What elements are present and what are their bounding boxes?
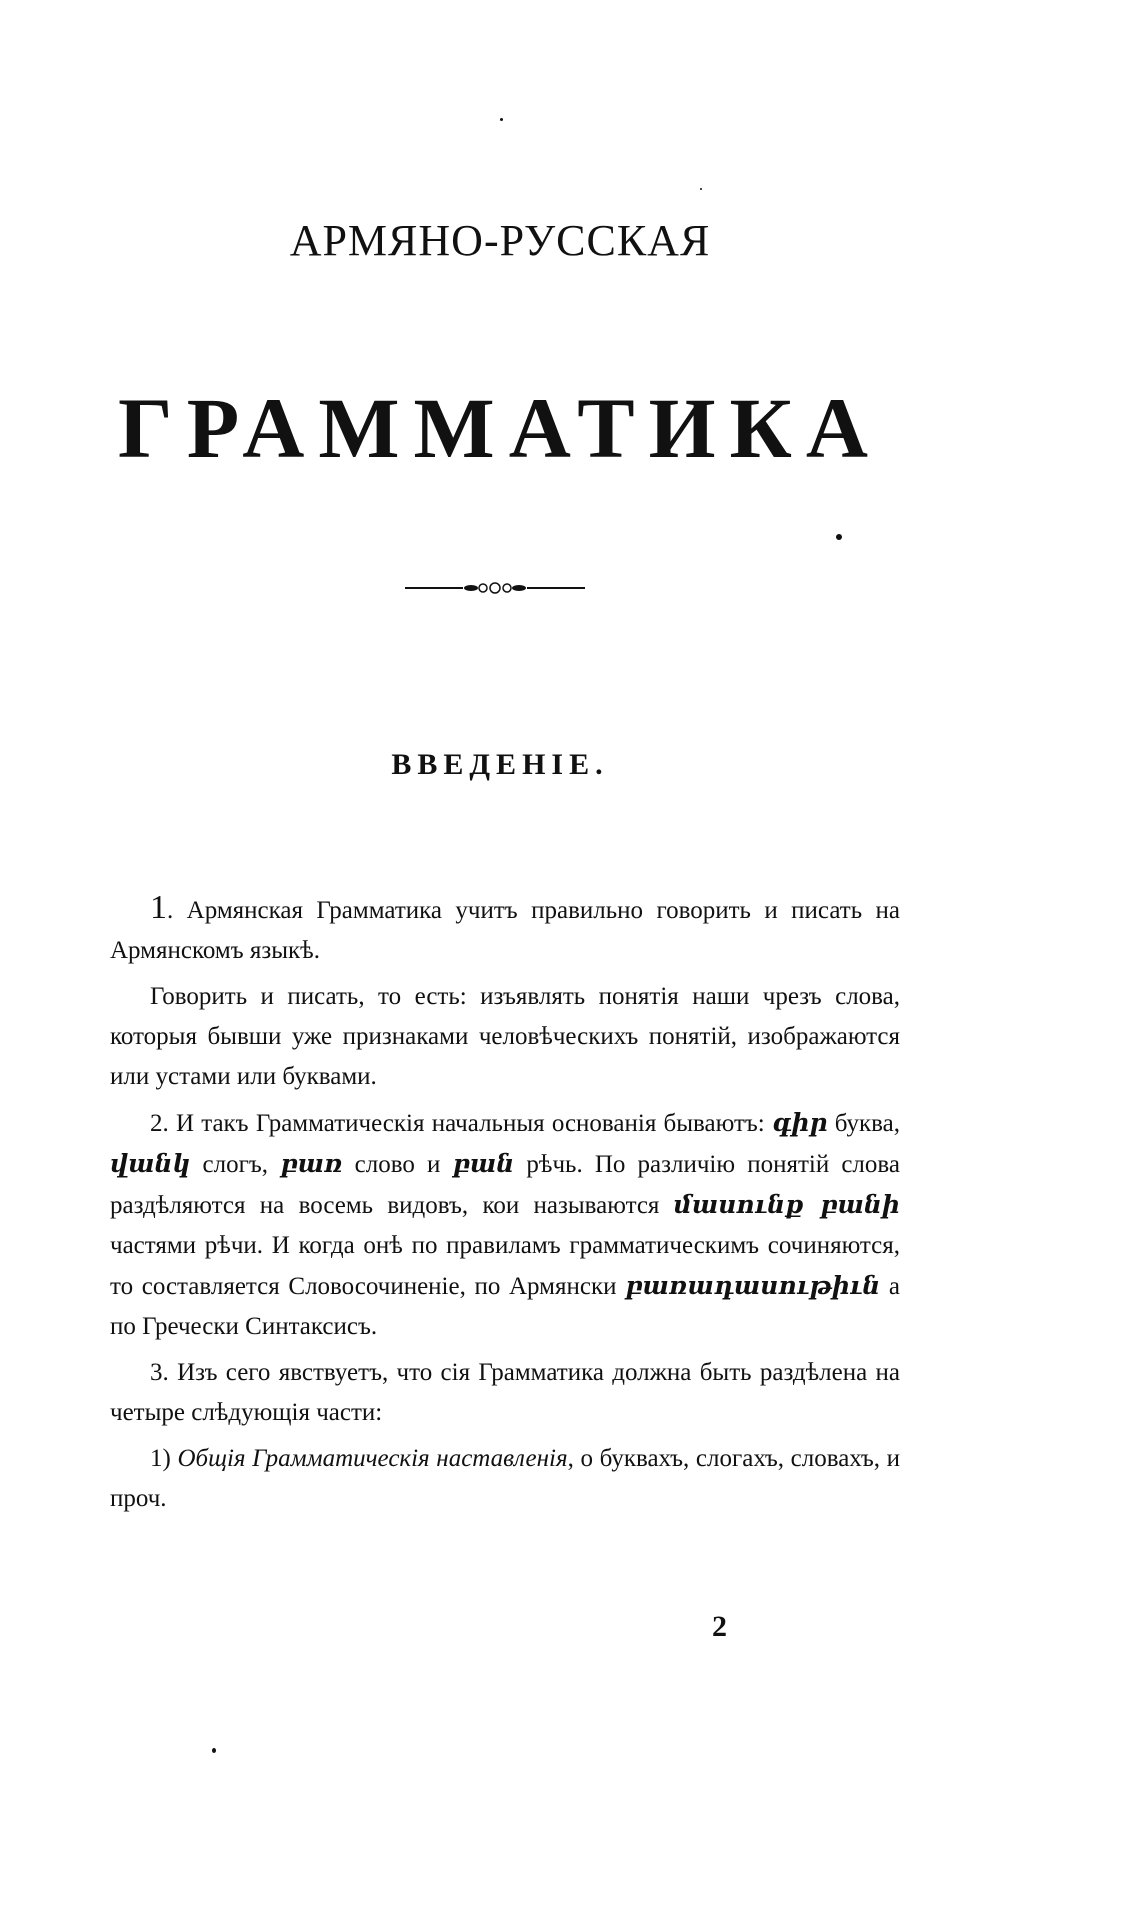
section-heading: ВВЕДЕНІЕ. (391, 748, 609, 781)
text-run: , о буквахъ, слогахъ, словахъ, и проч. (110, 1445, 901, 1512)
stray-dot-right (836, 534, 842, 540)
italic-phrase: Общія Грамматическія наставленія (177, 1445, 568, 1472)
text-run: буква, (827, 1110, 901, 1137)
armenian-word: բառ (280, 1149, 343, 1178)
armenian-word: բառադասութիւն (625, 1271, 881, 1300)
title-line-1: АРМЯНО-РУССКАЯ (289, 216, 711, 265)
text-run: частями рѣчи. И когда онѣ по правиламъ грамматическимъ сочиняются, то составляется Словосочиненіе, по Армянски (110, 1232, 900, 1300)
stray-dot-top (500, 118, 503, 121)
title-line-2: ГРАММАТИКА (118, 380, 882, 476)
armenian-word: մասունք բանի (673, 1190, 900, 1219)
text-run: слогъ, (190, 1151, 281, 1178)
paragraph-number: 1 (150, 889, 167, 926)
paragraph-1b: Говорить и писать, то есть: изъявлять понятія наши чрезъ слова, которыя бывши уже признаками человѣческихъ понятій, изображаются или устами или буквами. (110, 983, 900, 1090)
paragraph-2 (110, 1103, 900, 1347)
paragraph-1-text: . Армянская Грамматика учитъ правильно говорить и писать на Армянскомъ языкѣ. (110, 897, 900, 964)
ornament-divider (405, 578, 585, 598)
paragraph-4 (110, 1439, 900, 1519)
armenian-word: վանկ (110, 1149, 191, 1178)
stray-dot-top-right (700, 188, 702, 190)
text-run: 1) (150, 1445, 178, 1472)
stray-dot-bottom (212, 1748, 216, 1753)
page-number: 2 (712, 1610, 727, 1643)
armenian-word: բան (452, 1149, 515, 1178)
paragraph-1 (110, 888, 900, 971)
text-run: слово и (342, 1151, 453, 1178)
paragraph-3: 3. Изъ сего явствуетъ, что сія Грамматика должна быть раздѣлена на четыре слѣдующія части: (110, 1359, 900, 1426)
body-text (110, 888, 900, 1525)
text-run: рѣчь. По различію понятій слова раздѣляются на восемь видовъ, кои называются (110, 1151, 900, 1219)
text-run: 2. И такъ Грамматическія начальныя основанія бываютъ: (150, 1110, 772, 1137)
text-run: а по Гречески Синтаксисъ. (110, 1273, 900, 1340)
armenian-word: գիր (771, 1108, 828, 1137)
